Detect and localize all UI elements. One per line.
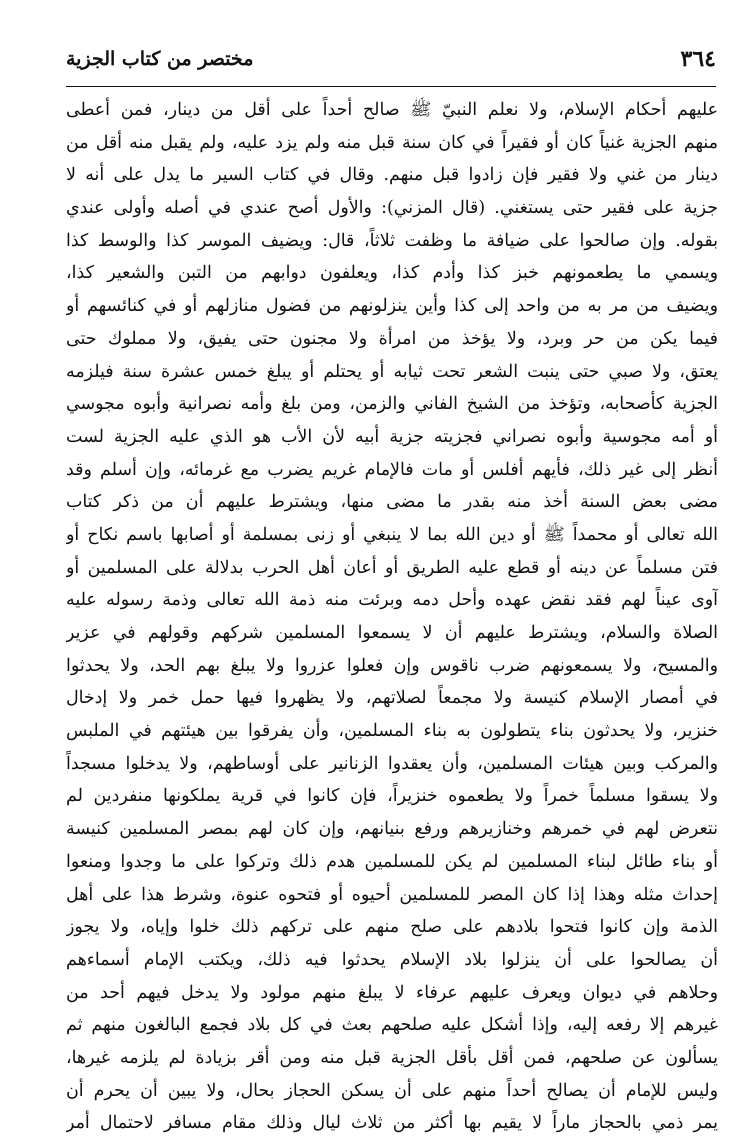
text-line: ويضيف من مر به من واحد إلى كذا وأين ينزلونهم من فضول منازلهم أو في كنائسهم أو bbox=[66, 296, 718, 317]
text-line: دينار من غني ولا فقير فإن زادوا قبل منهم. وقال في كتاب السير ما يدل على أنه لا bbox=[66, 165, 718, 186]
text-line: في أمصار الإسلام كنيسة ولا مجمعاً لصلاتهم، ولا يظهروا فيها حمل خمر ولا إدخال bbox=[66, 688, 718, 709]
text-line: أن يصالحوا على أن ينزلوا بلاد الإسلام يحدثوا فيه ذلك، ويكتب الإمام أسماءهم bbox=[66, 949, 718, 970]
text-line: منهم الجزية غنياً كان أو فقيراً في كان سنة قبل منه ولم يزد عليه، ولم يقبل منه أقل من bbox=[66, 132, 718, 153]
text-line: إحداث مثله وهذا إذا كان المصر للمسلمين أحيوه أو فتحوه عنوة، وشرط هذا على أهل bbox=[66, 884, 718, 905]
text-line: بقوله. وإن صالحوا على ضيافة ما وظفت ثلاثاً، قال: ويضيف الموسر كذا والوسط كذا bbox=[66, 230, 718, 251]
text-line: مضى بعض السنة أخذ منه بقدر ما مضى منها، ويشترط عليهم أن من ذكر كتاب bbox=[66, 492, 718, 513]
text-line: يمر ذمي بالحجاز ماراً لا يقيم بها أكثر من ثلاث ليال وذلك مقام مسافر لاحتمال أمر bbox=[66, 1113, 718, 1134]
text-line: عليهم أحكام الإسلام، ولا نعلم النبيّ ﷺ صالح أحداً على أقل من دينار، فمن أعطى bbox=[66, 100, 718, 120]
text-line: أو بناء طائل لبناء المسلمين لم يكن للمسلمين هدم ذلك وتركوا على ما وجدوا ومنعوا bbox=[66, 851, 718, 872]
text-line: جزية على فقير حتى يستغني. (قال المزني): والأول أصح عندي في أصله وأولى عندي bbox=[66, 198, 718, 219]
text-line: والمركب وبين هيئات المسلمين، وأن يعقدوا الزنانير على أوساطهم، ولا يدخلوا مسجداً bbox=[66, 753, 718, 774]
text-line: يسألون عن صلحهم، فمن أقل بأقل الجزية قبل منه ومن أقر بزيادة لم يلزمه غيرها، bbox=[66, 1047, 718, 1068]
text-line: يعتق، ولا صبي حتى ينبت الشعر تحت ثيابه أو يحتلم أو يبلغ خمس عشرة سنة فيلزمه bbox=[66, 361, 718, 382]
text-line: نتعرض لهم في خمرهم وخنازيرهم ورفع بنيانهم، وإن كان لهم بمصر المسلمين كنيسة bbox=[66, 819, 718, 840]
page-number: ٣٦٤ bbox=[680, 46, 716, 72]
text-line: ويسمي ما يطعمونهم خبز كذا وأدم كذا، ويعلفون دوابهم من التبن والشعير كذا، bbox=[66, 263, 718, 284]
text-line: أو أمه مجوسية وأبوه نصراني فجزيته جزية أبيه لأن الأب هو الذي عليه الجزية لست bbox=[66, 426, 718, 447]
text-line: الله تعالى أو محمداً ﷺ أو دين الله بما لا ينبغي أو زنى بمسلمة أو أصابها باسم نكاح أو bbox=[66, 524, 718, 545]
text-line: فيما يكن من حر وبرد، ولا يؤخذ من امرأة ولا مجنون حتى يفيق، ولا مملوك حتى bbox=[66, 328, 718, 349]
header-rule bbox=[66, 86, 716, 87]
text-line: وحلاهم في ديوان ويعرف عليهم عرفاء لا يبلغ منهم مولود ولا يدخل فيهم أحد من bbox=[66, 982, 718, 1003]
text-line: أنظر إلى غير ذلك، فأيهم أفلس أو مات فالإمام غريم يضرب مع غرمائه، وإن أسلم وقد bbox=[66, 459, 718, 480]
running-title: مختصر من كتاب الجزية bbox=[66, 48, 254, 70]
text-line: الجزية كأصحابه، وتؤخذ من الشيخ الفاني والزمن، ومن بلغ وأمه نصرانية وأبوه مجوسي bbox=[66, 394, 718, 415]
text-line: وليس للإمام أن يصالح أحداً منهم على أن يسكن الحجاز بحال، ولا يبين أن يحرم أن bbox=[66, 1080, 718, 1101]
text-line: غيرهم إلا رفعه إليه، وإذا أشكل عليه صلحهم بعث في كل بلاد فجمع البالغون منهم ثم bbox=[66, 1015, 718, 1036]
text-line: الذمة وإن كانوا فتحوا بلادهم على صلح منهم على تركهم ذلك خلوا وإياه، ولا يجوز bbox=[66, 917, 718, 938]
text-line: الصلاة والسلام، ويشترط عليهم أن لا يسمعوا المسلمين شركهم وقولهم في عزير bbox=[66, 623, 718, 643]
text-line: فتن مسلماً عن دينه أو قطع عليه الطريق أو أعان أهل الحرب بدلالة على المسلمين أو bbox=[66, 557, 718, 578]
body-text bbox=[66, 94, 718, 1140]
text-line: خنزير، ولا يحدثون بناء يتطولون به بناء المسلمين، وأن يفرقوا بين هيئتهم في الملبس bbox=[66, 721, 718, 742]
text-line: والمسيح، ولا يسمعونهم ضرب ناقوس وإن فعلوا عزروا ولا يبلغ بهم الحد، ولا يحدثوا bbox=[66, 655, 718, 676]
text-line: آوى عيناً لهم فقد نقض عهده وأحل دمه وبرئت منه ذمة الله تعالى وذمة رسوله عليه bbox=[66, 590, 718, 611]
text-line: ولا يسقوا مسلماً خمراً ولا يطعموه خنزيراً، فإن كانوا في قرية يملكونها منفردين لم bbox=[66, 786, 718, 807]
page-header bbox=[66, 44, 716, 84]
